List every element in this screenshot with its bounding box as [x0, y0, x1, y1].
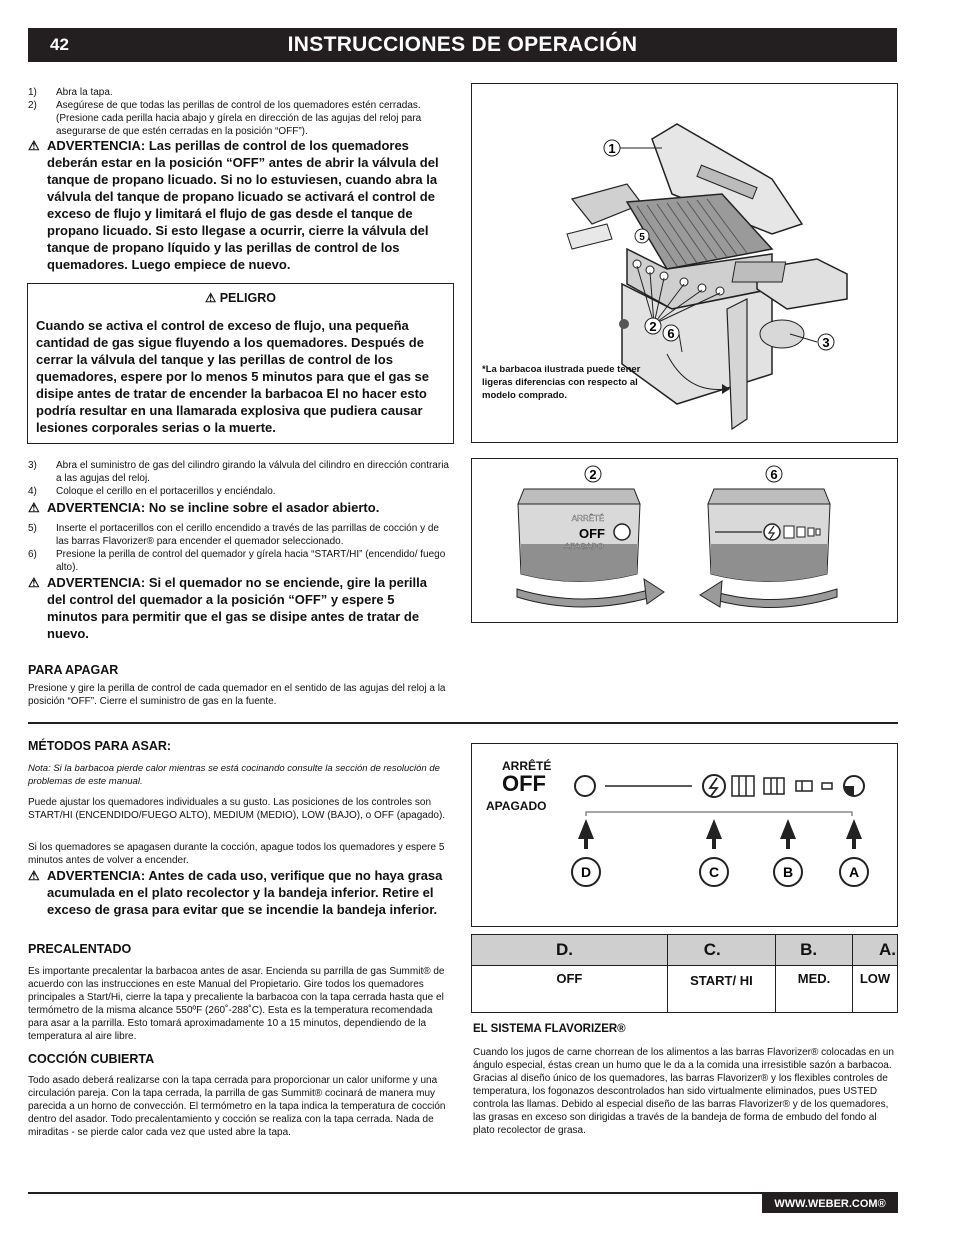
apagar-title: PARA APAGAR	[28, 663, 119, 677]
step-1: 1) Abra la tapa.	[28, 87, 113, 98]
marker-a: A	[848, 864, 860, 880]
warning-icon: ⚠	[205, 291, 217, 305]
coccion-title: COCCIÓN CUBIERTA	[28, 1052, 155, 1066]
dial-graphic	[472, 744, 897, 926]
warning-icon: ⚠	[28, 868, 40, 883]
warning-icon: ⚠	[28, 575, 40, 590]
value-b: MED.	[776, 966, 853, 1013]
steps-a	[28, 86, 454, 138]
marker-d: D	[580, 864, 592, 880]
dial-label-apagado: APAGADO	[486, 799, 547, 813]
value-a: LOW	[853, 966, 898, 1013]
dial-label-arrete: ARRÊTÉ	[502, 759, 552, 773]
section-divider	[28, 722, 898, 724]
warning-4: ⚠ ADVERTENCIA: Antes de cada uso, verifique que no haya grasa acumulada en el plato recolector y la bandeja inferior. Retire el exceso de grasa para evitar que se incendie la bandeja inferior.	[28, 868, 443, 917]
callout-5: 5	[639, 232, 645, 243]
step-3: 3) Abra el suministro de gas del cilindro girando la válvula del cilindro en dirección contraria a las agujas del reloj.	[28, 460, 449, 484]
callout-1: 1	[608, 141, 616, 156]
callout-2: 2	[649, 319, 657, 334]
grill-figure	[471, 83, 898, 443]
marker-c: C	[708, 864, 720, 880]
value-d: OFF	[472, 966, 668, 1013]
metodos-title: MÉTODOS PARA ASAR:	[28, 739, 172, 753]
page-title: INSTRUCCIONES DE OPERACIÓN	[287, 33, 638, 56]
knob-label-off: OFF	[579, 526, 605, 541]
flavorizer-text: Cuando los jugos de carne chorrean de los alimentos a las barras Flavorizer® colocadas en un ángulo especial, éstas crean un humo que le da a la comida una irresistible sazón a barbacoa. Gracias al diseño único de los quemadores, las barras Flavorizer® y los flexibles controles de temperatura, los fogonazos descontrolados han sido virtualmente eliminados, pues USTED controla las llamas. Debido al especial diseño de las barras Flavorizer® y de los quemadores, las grasas en exceso son dirigidas a través de la bandeja de forma de embudo del fondo al plato recolector de grasa.	[473, 1047, 894, 1136]
page-number: 42	[50, 35, 69, 54]
metodos-p2: Si los quemadores se apagasen durante la cocción, apague todos los quemadores y espere 5 minutos antes de volver a encender.	[28, 842, 445, 866]
header-b: B.	[776, 935, 853, 966]
dial-diagram	[471, 743, 898, 927]
callout-6: 6	[667, 326, 675, 341]
header-c: C.	[667, 935, 775, 966]
metodos-note: Nota: Si la barbacoa pierde calor mientras se está cocinando consulte la sección de resolución de problemas de este manual.	[28, 763, 440, 787]
knob-callout-2: 2	[589, 467, 597, 482]
step-5: 5) Inserte el portacerillos con el cerillo encendido a través de las parrillas de cocción y de las barras Flavorizer® para encender el quemador seleccionado.	[28, 523, 439, 547]
knob-callout-6: 6	[770, 467, 778, 482]
knob-label-arrete: ARRÊTÉ	[571, 514, 605, 523]
danger-title: ⚠ PELIGRO	[205, 291, 276, 305]
warning-icon: ⚠	[28, 500, 40, 515]
knob-label-apagado: APAGADO	[564, 542, 604, 551]
figure-caption: *La barbacoa ilustrada puede tener ligeras diferencias con respecto al modelo comprado.	[482, 364, 641, 401]
apagar-text: Presione y gire la perilla de control de cada quemador en el sentido de las agujas del reloj a la posición “OFF”. Cierre el suministro de gas en la fuente.	[28, 683, 446, 707]
warning-3: ⚠ ADVERTENCIA: Si el quemador no se enciende, gire la perilla del control del quemador a la posición “OFF” y espere 5 minutos para permitir que el gas se disipe antes de tratar de nuevo.	[28, 575, 427, 641]
warning-2: ⚠ ADVERTENCIA: No se incline sobre el asador abierto.	[28, 500, 380, 515]
footer-url: WWW.WEBER.COM®	[762, 1194, 898, 1213]
step-6: 6) Presione la perilla de control del quemador y gírela hacia “START/HI” (encendido/ fuego alto).	[28, 549, 446, 573]
dial-label-off: OFF	[502, 771, 546, 796]
precalentado-text: Es importante precalentar la barbacoa antes de asar. Encienda su parrilla de gas Summit® de acuerdo con las instrucciones en este Manual del Propietario. Gire todos los quemadores principales a Start/Hi, cierre la tapa y precaliente la barbacoa con la tapa cerrada hasta que el termómetro de la misma alcance 550ºF (260˚-288˚C). Esta es la temperatura recomendada para asar a la parrilla. Esto tomará aproximadamente 10 a 15 minutos, dependiendo de la temperatura al aire libre.	[28, 966, 445, 1042]
precalentado-title: PRECALENTADO	[28, 942, 132, 956]
callout-3: 3	[822, 335, 830, 350]
steps-c	[28, 522, 454, 574]
warning-1: ⚠ ADVERTENCIA: Las perillas de control de los quemadores deberán estar en la posición “OFF” antes de abrir la válvula del tanque de propano licuado. Si no lo estuviesen, cuando abra la válvula del tanque de propano licuado se activará el control de exceso de flujo y limitará el flujo de gas desde el tanque de propano licuado. Si esto llegase a ocurrir, cierre la válvula del tanque de propano líquido y las perillas de control de los quemadores. Luego empiece de nuevo.	[28, 138, 439, 272]
marker-b: B	[782, 864, 794, 880]
step-2: 2) Asegúrese de que todas las perillas de control de los quemadores estén cerradas. (Presione cada perilla hacia abajo y gírela en dirección de las agujas del reloj para asegurarse de que estén cerradas en la posición “OFF”).	[28, 100, 422, 137]
danger-box	[27, 283, 454, 444]
coccion-text: Todo asado deberá realizarse con la tapa cerrada para proporcionar un calor uniforme y una circulación pareja. Con la tapa cerrada, la parrilla de gas Summit® cocinará de manera muy parecida a un horno de convección. El termómetro en la tapa indica la temperatura de cocción dentro del asador. Todo precalentamiento y cocción se realiza con la tapa cerrada. Nada de miraditas - se pierde calor cada vez que usted abre la tapa.	[28, 1075, 446, 1138]
page-header	[28, 28, 897, 62]
danger-text: Cuando se activa el control de exceso de flujo, una pequeña cantidad de gas sigue fluyendo a los quemadores. Después de cerrar la válvula del tanque y las perillas de control de los quemadores, espere por lo menos 5 minutos para que el gas se disipe antes de tratar de encender la barbacoa El no hacer esto podría resultar en una llamarada explosiva que pudiera causar lesiones corporales serias o la muerte.	[36, 318, 430, 435]
step-4: 4) Coloque el cerillo en el portacerillos y enciéndalo.	[28, 486, 276, 497]
steps-b	[28, 459, 454, 498]
header-d: D.	[472, 935, 668, 966]
metodos-p1: Puede ajustar los quemadores individuales a su gusto. Las posiciones de los controles son START/HI (ENCENDIDO/FUEGO ALTO), MEDIUM (MEDIO), LOW (BAJO), o OFF (apagado).	[28, 797, 446, 821]
knob-figure	[471, 458, 898, 623]
knob-illustration	[472, 459, 897, 622]
warning-icon: ⚠	[28, 138, 40, 153]
settings-table	[471, 934, 898, 1013]
flavorizer-title: EL SISTEMA FLAVORIZER®	[473, 1023, 626, 1035]
value-c: START/ HI	[667, 966, 775, 1013]
header-a: A.	[853, 935, 898, 966]
